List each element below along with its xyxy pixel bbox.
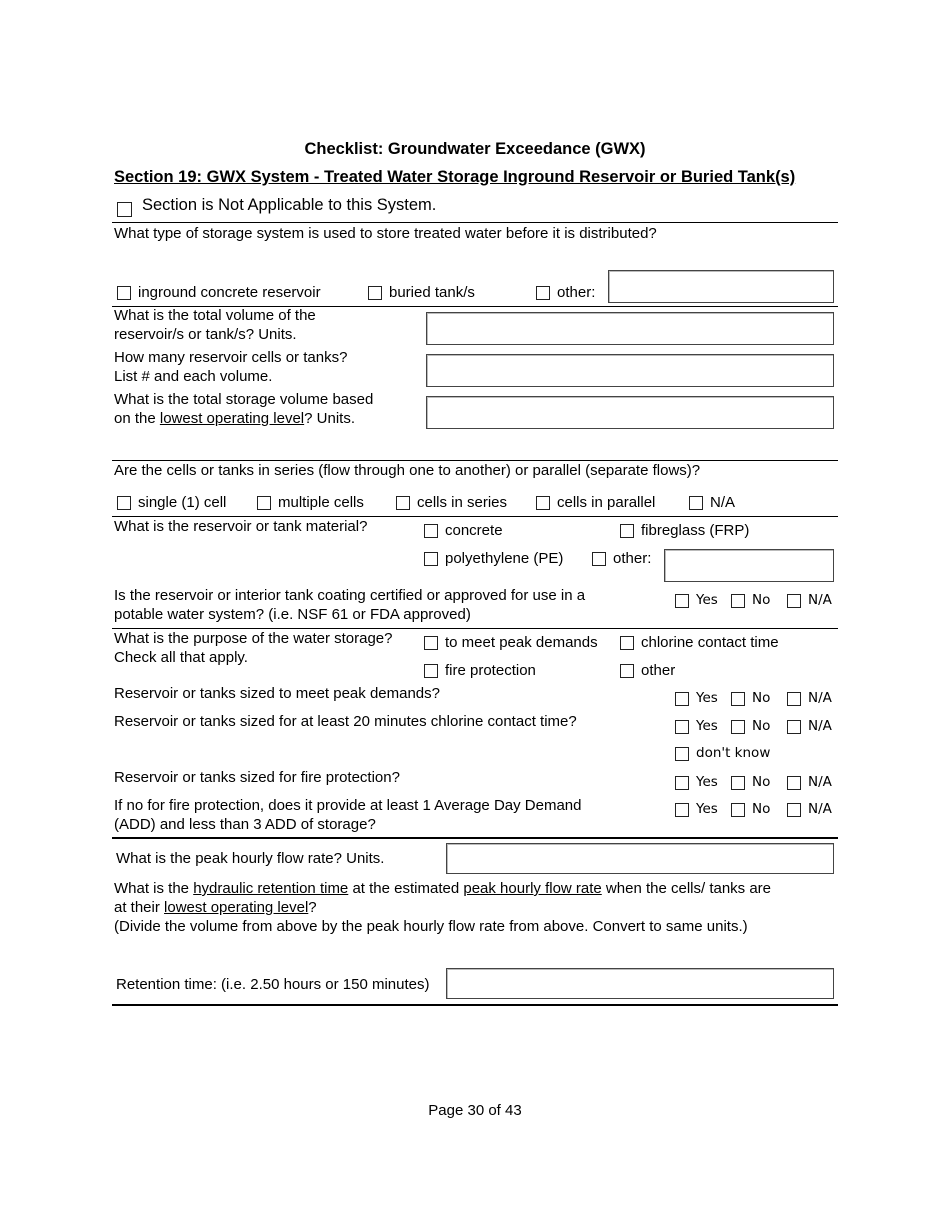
material-question: What is the reservoir or tank material? bbox=[114, 518, 368, 535]
series-question: Are the cells or tanks in series (flow through one to another) or parallel (separate flows)? bbox=[114, 462, 701, 479]
chlorine-sizing-yes-checkbox[interactable] bbox=[675, 720, 689, 734]
not-applicable-checkbox[interactable] bbox=[117, 202, 132, 217]
coating-question-line2: potable water system? (i.e. NSF 61 or FDA approved) bbox=[114, 606, 471, 623]
storage-other-checkbox[interactable] bbox=[536, 286, 550, 300]
polyethylene-checkbox[interactable] bbox=[424, 552, 438, 566]
single-cell-checkbox[interactable] bbox=[117, 496, 131, 510]
coating-no-checkbox[interactable] bbox=[731, 594, 745, 608]
chlorine-sizing-na-label: N/A bbox=[808, 718, 832, 734]
fiberglass-label: fibreglass (FRP) bbox=[641, 522, 750, 539]
add-question-line2: (ADD) and less than 3 ADD of storage? bbox=[114, 816, 376, 833]
storage-other-field[interactable] bbox=[608, 270, 834, 303]
coating-yes-checkbox[interactable] bbox=[675, 594, 689, 608]
multiple-cells-label: multiple cells bbox=[278, 494, 364, 511]
coating-no-label: No bbox=[752, 592, 771, 608]
fire-protection-checkbox[interactable] bbox=[424, 664, 438, 678]
cells-in-parallel-checkbox[interactable] bbox=[536, 496, 550, 510]
page-title: Checklist: Groundwater Exceedance (GWX) bbox=[304, 140, 646, 158]
peak-sizing-no-checkbox[interactable] bbox=[731, 692, 745, 706]
chlorine-sizing-dont-know-label: don't know bbox=[696, 745, 771, 761]
inground-reservoir-checkbox[interactable] bbox=[117, 286, 131, 300]
fire-sizing-na-label: N/A bbox=[808, 774, 832, 790]
divider bbox=[112, 222, 838, 223]
not-applicable-label: Section is Not Applicable to this System. bbox=[142, 196, 437, 214]
concrete-checkbox[interactable] bbox=[424, 524, 438, 538]
storage-type-question: What type of storage system is used to store treated water before it is distributed? bbox=[114, 225, 657, 242]
series-na-label: N/A bbox=[710, 494, 736, 511]
retention-time-label: Retention time: (i.e. 2.50 hours or 150 minutes) bbox=[116, 976, 430, 993]
fire-protection-label: fire protection bbox=[445, 662, 536, 679]
divider bbox=[112, 1004, 838, 1006]
hrt-question-line1: What is the hydraulic retention time at the estimated peak hourly flow rate when the cells/ tanks are bbox=[114, 880, 772, 897]
fire-sizing-yes-checkbox[interactable] bbox=[675, 776, 689, 790]
chlorine-contact-label: chlorine contact time bbox=[641, 634, 779, 651]
chlorine-contact-checkbox[interactable] bbox=[620, 636, 634, 650]
peak-sizing-no-label: No bbox=[752, 690, 771, 706]
total-volume-question-line1: What is the total volume of the bbox=[114, 307, 316, 324]
lowest-level-volume-field[interactable] bbox=[426, 396, 834, 429]
cells-in-parallel-label: cells in parallel bbox=[557, 494, 656, 511]
multiple-cells-checkbox[interactable] bbox=[257, 496, 271, 510]
material-other-field[interactable] bbox=[664, 549, 834, 582]
fiberglass-checkbox[interactable] bbox=[620, 524, 634, 538]
coating-na-label: N/A bbox=[808, 592, 832, 608]
coating-yes-label: Yes bbox=[696, 592, 718, 608]
concrete-label: concrete bbox=[445, 522, 503, 539]
fire-sizing-yes-label: Yes bbox=[696, 774, 718, 790]
page-number: Page 30 of 43 bbox=[428, 1102, 522, 1119]
retention-time-field[interactable] bbox=[446, 968, 834, 999]
fire-sizing-no-label: No bbox=[752, 774, 771, 790]
fire-sizing-no-checkbox[interactable] bbox=[731, 776, 745, 790]
purpose-other-label: other bbox=[641, 662, 676, 679]
add-na-label: N/A bbox=[808, 801, 832, 817]
cell-count-field[interactable] bbox=[426, 354, 834, 387]
peak-sizing-na-checkbox[interactable] bbox=[787, 692, 801, 706]
material-other-checkbox[interactable] bbox=[592, 552, 606, 566]
peak-sizing-na-label: N/A bbox=[808, 690, 832, 706]
hrt-question-line2: at their lowest operating level? bbox=[114, 899, 317, 916]
total-volume-question-line2: reservoir/s or tank/s? Units. bbox=[114, 326, 297, 343]
peak-demands-checkbox[interactable] bbox=[424, 636, 438, 650]
add-yes-checkbox[interactable] bbox=[675, 803, 689, 817]
material-other-label: other: bbox=[613, 550, 652, 567]
divider bbox=[112, 837, 838, 839]
add-yes-label: Yes bbox=[696, 801, 718, 817]
add-na-checkbox[interactable] bbox=[787, 803, 801, 817]
inground-reservoir-label: inground concrete reservoir bbox=[138, 284, 321, 301]
buried-tank-label: buried tank/s bbox=[389, 284, 475, 301]
series-na-checkbox[interactable] bbox=[689, 496, 703, 510]
cell-count-question-line2: List # and each volume. bbox=[114, 368, 273, 385]
peak-hourly-flow-field[interactable] bbox=[446, 843, 834, 874]
fire-sizing-na-checkbox[interactable] bbox=[787, 776, 801, 790]
purpose-other-checkbox[interactable] bbox=[620, 664, 634, 678]
single-cell-label: single (1) cell bbox=[138, 494, 227, 511]
add-no-label: No bbox=[752, 801, 771, 817]
chlorine-sizing-no-checkbox[interactable] bbox=[731, 720, 745, 734]
cells-in-series-label: cells in series bbox=[417, 494, 508, 511]
lowest-level-question-line2: on the lowest operating level? Units. bbox=[114, 410, 355, 427]
hrt-instruction: (Divide the volume from above by the peak hourly flow rate from above. Convert to same units.) bbox=[114, 918, 748, 935]
purpose-question-line2: Check all that apply. bbox=[114, 649, 248, 666]
chlorine-sizing-no-label: No bbox=[752, 718, 771, 734]
coating-na-checkbox[interactable] bbox=[787, 594, 801, 608]
buried-tank-checkbox[interactable] bbox=[368, 286, 382, 300]
section-title: Section 19: GWX System - Treated Water Storage Inground Reservoir or Buried Tank(s) bbox=[114, 168, 796, 186]
peak-sizing-yes-checkbox[interactable] bbox=[675, 692, 689, 706]
lowest-level-question-line1: What is the total storage volume based bbox=[114, 391, 374, 408]
total-volume-field[interactable] bbox=[426, 312, 834, 345]
coating-question-line1: Is the reservoir or interior tank coating certified or approved for use in a bbox=[114, 587, 586, 604]
add-no-checkbox[interactable] bbox=[731, 803, 745, 817]
cells-in-series-checkbox[interactable] bbox=[396, 496, 410, 510]
storage-other-label: other: bbox=[557, 284, 596, 301]
chlorine-sizing-question: Reservoir or tanks sized for at least 20 minutes chlorine contact time? bbox=[114, 713, 577, 730]
chlorine-sizing-yes-label: Yes bbox=[696, 718, 718, 734]
polyethylene-label: polyethylene (PE) bbox=[445, 550, 564, 567]
chlorine-sizing-na-checkbox[interactable] bbox=[787, 720, 801, 734]
purpose-question-line1: What is the purpose of the water storage? bbox=[114, 630, 393, 647]
chlorine-sizing-dont-know-checkbox[interactable] bbox=[675, 747, 689, 761]
peak-sizing-yes-label: Yes bbox=[696, 690, 718, 706]
add-question-line1: If no for fire protection, does it provide at least 1 Average Day Demand bbox=[114, 797, 582, 814]
fire-sizing-question: Reservoir or tanks sized for fire protection? bbox=[114, 769, 400, 786]
cell-count-question-line1: How many reservoir cells or tanks? bbox=[114, 349, 348, 366]
peak-demands-label: to meet peak demands bbox=[445, 634, 598, 651]
peak-hourly-flow-question: What is the peak hourly flow rate? Units. bbox=[116, 850, 385, 867]
peak-sizing-question: Reservoir or tanks sized to meet peak demands? bbox=[114, 685, 440, 702]
